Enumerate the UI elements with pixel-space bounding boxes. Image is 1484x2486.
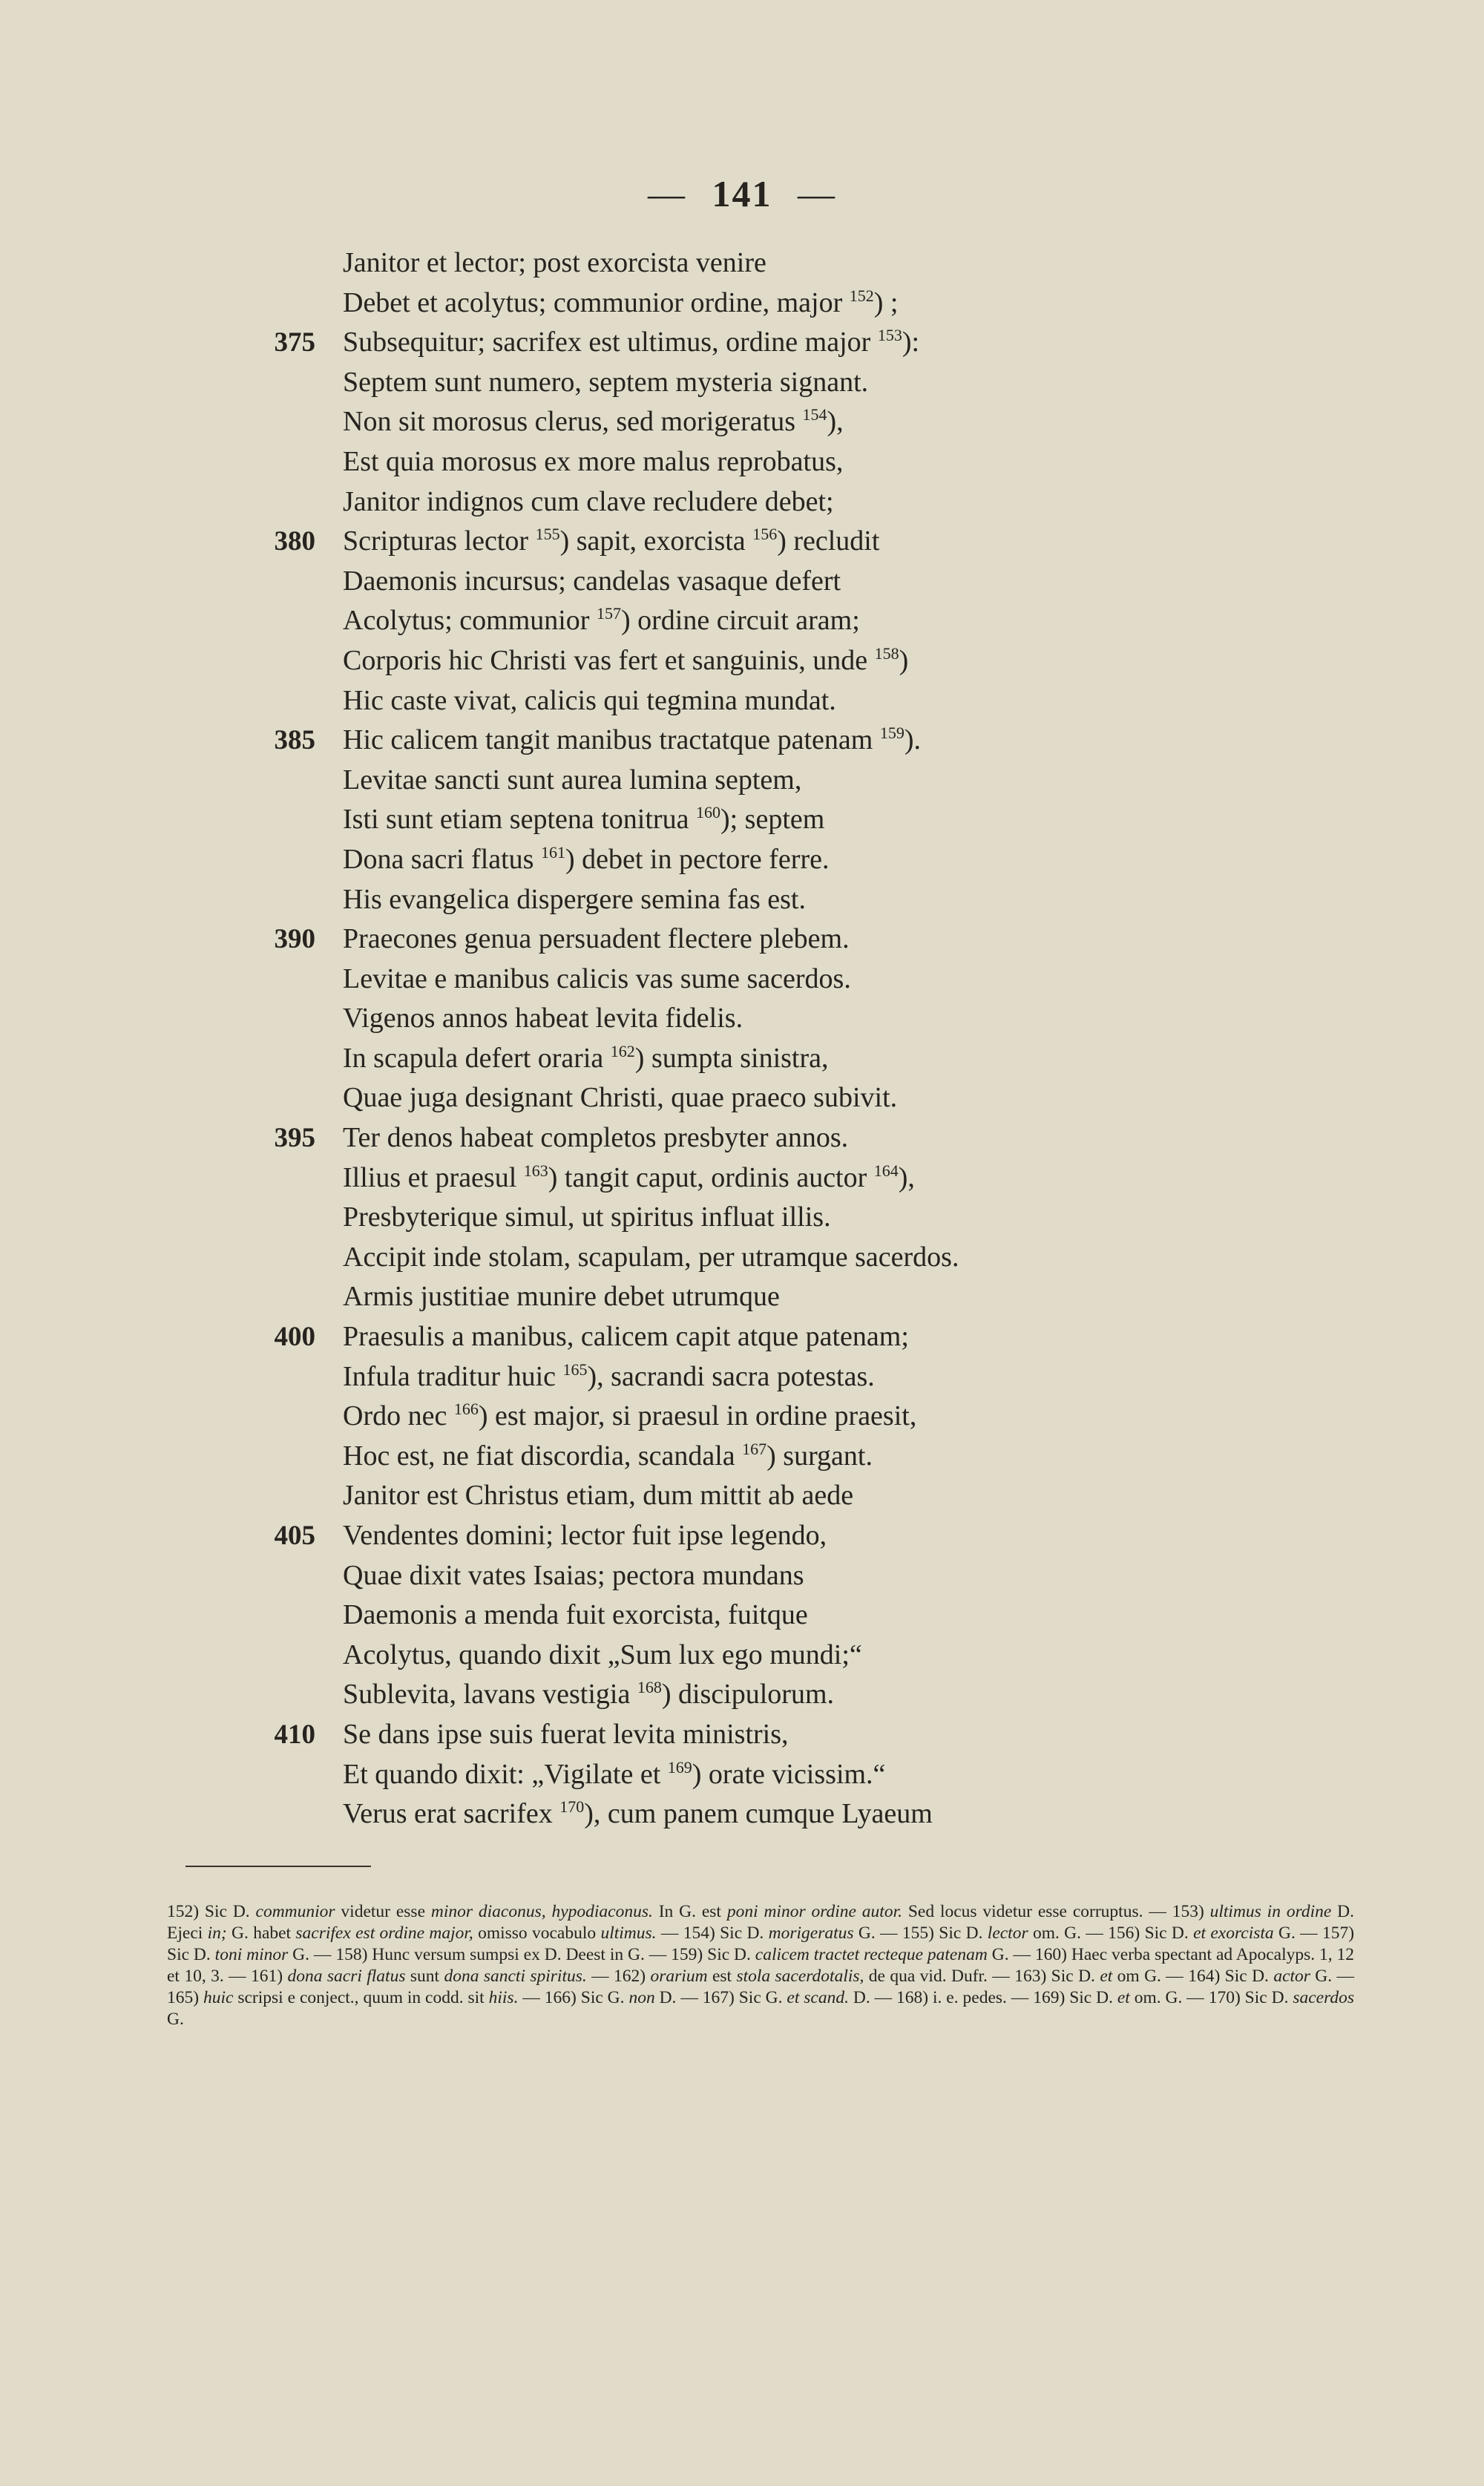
footnote-italic: orarium	[650, 1967, 708, 1986]
verse-fragment: Debet et acolytus; communior ordine, major	[343, 286, 850, 318]
footnote-fragment: 163) Sic D.	[1014, 1967, 1100, 1986]
footnote-fragment: G. —	[1310, 1967, 1355, 1986]
verse-fragment: Est quia morosus ex more malus reprobatus,	[343, 445, 844, 477]
verse-fragment: Armis justitiae munire debet utrumque	[343, 1281, 780, 1313]
verse-text	[343, 681, 836, 721]
verse-text	[343, 243, 766, 283]
verse-fragment: Corporis hic Christi vas fert et sanguinis, unde	[343, 644, 875, 676]
footnote	[671, 1945, 1031, 1964]
verse-text	[343, 1755, 885, 1795]
verse-fragment: Daemonis a menda fuit exorcista, fuitque	[343, 1599, 808, 1631]
verse-fragment: Verus erat sacrifex	[343, 1798, 560, 1830]
verse-line	[0, 1317, 1484, 1357]
verse-line	[0, 1277, 1484, 1317]
footnotes	[167, 1901, 1354, 2030]
verse-fragment: Sublevita, lavans vestigia	[343, 1679, 637, 1711]
footnote-fragment: omisso vocabulo	[473, 1923, 601, 1943]
footnote-fragment: 169) Sic D.	[1033, 1988, 1117, 2007]
verse-line	[0, 761, 1484, 801]
footnote-italic: et	[1100, 1967, 1113, 1986]
verse-text	[343, 1317, 909, 1357]
verse-fragment: ) tangit caput, ordinis auctor	[548, 1161, 874, 1193]
page-number: 141	[712, 173, 772, 214]
verse-line	[0, 1675, 1484, 1715]
page-header	[0, 172, 1484, 215]
footnote-italic: ultimus.	[600, 1923, 657, 1943]
verse-fragment: Daemonis incursus; candelas vasaque defert	[343, 565, 841, 597]
verse-line	[0, 1516, 1484, 1556]
verse-fragment: ) orate vicissim.“	[692, 1758, 886, 1790]
footnote-fragment: scripsi e conject., quum in codd. sit	[233, 1988, 489, 2007]
verse-line	[0, 1198, 1484, 1238]
footnote-fragment: G.	[167, 2010, 184, 2029]
footnote-fragment: D. —	[654, 1988, 698, 2007]
verse-fragment: ) ordine circuit aram;	[620, 605, 860, 637]
verse-fragment: ) sapit, exorcista	[559, 525, 753, 557]
verse-fragment: )	[899, 644, 909, 676]
verse-line	[0, 1357, 1484, 1397]
verse-text	[343, 1277, 780, 1317]
verse-line	[0, 840, 1484, 880]
footnote-ref: 170	[559, 1797, 585, 1817]
verse-fragment: ):	[902, 327, 920, 358]
verse-fragment: Vendentes domini; lector fuit ipse legendo,	[343, 1520, 827, 1551]
footnote	[1108, 1923, 1317, 1943]
verse-fragment: Quae dixit vates Isaias; pectora mundans	[343, 1559, 804, 1591]
verse-line	[0, 363, 1484, 403]
verse-text	[343, 1715, 789, 1755]
verse-line	[0, 1397, 1484, 1437]
verse-fragment: Subsequitur; sacrifex est ultimus, ordine major	[343, 327, 878, 358]
footnote	[896, 1988, 1028, 2007]
verse-text	[343, 919, 850, 960]
verse-fragment: Illius et praesul	[343, 1161, 524, 1193]
footnote-italic: morigeratus	[768, 1923, 854, 1943]
footnote-fragment: In G. est	[652, 1902, 727, 1921]
verse-fragment: His evangelica dispergere semina fas est.	[343, 883, 806, 915]
verse-fragment: ) discipulorum.	[661, 1679, 835, 1711]
verse-line	[0, 1636, 1484, 1676]
footnote	[545, 1988, 698, 2007]
verse-line	[0, 681, 1484, 721]
footnote-ref: 154	[802, 405, 827, 424]
footnote-paragraph	[167, 1901, 1354, 2030]
verse-fragment: Accipit inde stolam, scapulam, per utramque sacerdos.	[343, 1241, 959, 1273]
verse-fragment: ),	[827, 406, 844, 438]
verse-line	[0, 243, 1484, 283]
verse-fragment: Presbyterique simul, ut spiritus influat illis.	[343, 1201, 831, 1233]
verse-line	[0, 1437, 1484, 1477]
verse-text	[343, 562, 841, 602]
footnote-fragment: G. —	[1273, 1923, 1318, 1943]
verse-fragment: Non sit morosus clerus, sed morigeratus	[343, 406, 803, 438]
verse-fragment: ) sumpta sinistra,	[634, 1042, 829, 1074]
verse-fragment: Hic calicem tangit manibus tractatque patenam	[343, 724, 880, 756]
verse-line	[0, 1118, 1484, 1158]
footnote-italic: calicem tractet recteque patenam	[755, 1945, 988, 1964]
verse-text	[343, 761, 801, 801]
verse-fragment: Septem sunt numero, septem mysteria signant.	[343, 366, 869, 398]
verse-fragment: Ordo nec	[343, 1400, 454, 1432]
footnote-fragment: videtur esse	[335, 1902, 431, 1921]
header-dash-right: —	[798, 173, 836, 214]
verse-fragment: Acolytus, quando dixit „Sum lux ego mundi;“	[343, 1639, 862, 1670]
verse-text	[343, 960, 851, 1000]
footnote-fragment: 156) Sic D.	[1108, 1923, 1194, 1943]
footnote-fragment: 167) Sic G.	[702, 1988, 787, 2007]
verse-line	[0, 562, 1484, 602]
verse-text	[343, 1516, 827, 1556]
footnote-italic: sacerdos	[1293, 1988, 1355, 2007]
verse-text	[343, 641, 908, 681]
verse-text	[343, 1238, 959, 1278]
footnote-fragment: 160) Haec verba spectant ad Apocalyps. 1, 12 et 10, 3. —	[167, 1945, 1355, 1986]
footnote-italic: stola sacerdotalis,	[736, 1967, 864, 1986]
verse-block	[0, 243, 1484, 1834]
verse-line	[0, 880, 1484, 920]
verse-fragment: ) recludit	[777, 525, 880, 557]
footnote-fragment: 155) Sic D.	[902, 1923, 988, 1943]
verse-fragment: Infula traditur huic	[343, 1360, 563, 1392]
verse-fragment: Janitor indignos cum clave recludere debet;	[343, 485, 834, 517]
verse-line	[0, 1238, 1484, 1278]
footnote-italic: dona sacri flatus	[287, 1967, 406, 1986]
footnote-fragment: om. G. —	[1028, 1923, 1103, 1943]
verse-text	[343, 522, 879, 562]
footnote	[703, 1988, 892, 2007]
verse-text	[343, 1039, 829, 1079]
verse-fragment: ); septem	[720, 804, 825, 836]
verse-text	[343, 482, 834, 522]
footnote-ref: 162	[610, 1041, 635, 1060]
verse-fragment: Acolytus; communior	[343, 605, 597, 637]
verse-line	[0, 442, 1484, 482]
verse-line	[0, 323, 1484, 363]
verse-text	[343, 840, 829, 880]
footnote-fragment: om G. —	[1112, 1967, 1183, 1986]
verse-text	[343, 1595, 808, 1636]
footnote-fragment: —	[586, 1967, 609, 1986]
verse-text	[343, 601, 860, 641]
verse-text	[343, 721, 921, 761]
verse-fragment: Praesulis a manibus, calicem capit atque patenam;	[343, 1321, 909, 1353]
verse-line	[0, 721, 1484, 761]
footnote-italic: in;	[207, 1923, 227, 1943]
footnote-fragment: 158) Hunc versum sumpsi ex D. Deest in G. —	[335, 1945, 667, 1964]
verse-line	[0, 1556, 1484, 1596]
verse-text	[343, 1397, 916, 1437]
footnote	[167, 1988, 540, 2007]
footnote-italic: minor diaconus, hypodiaconus.	[430, 1902, 653, 1921]
line-number: 410	[274, 1719, 315, 1750]
footnote-ref: 153	[877, 326, 902, 345]
footnote-fragment: 170) Sic D.	[1208, 1988, 1293, 2007]
footnote-italic: et	[1117, 1988, 1130, 2007]
footnote-ref: 157	[596, 604, 621, 623]
line-number: 385	[274, 725, 315, 756]
verse-fragment: ) debet in pectore ferre.	[565, 843, 830, 875]
verse-line	[0, 800, 1484, 840]
footnote	[251, 1967, 609, 1986]
footnote-fragment: 165)	[167, 1988, 203, 2007]
verse-text	[343, 363, 868, 403]
header-dash-left: —	[648, 173, 686, 214]
verse-text	[343, 283, 898, 324]
verse-text	[343, 1675, 834, 1715]
verse-fragment: ),	[898, 1161, 915, 1193]
footnote-ref: 163	[523, 1161, 548, 1180]
footnote-fragment: G. —	[288, 1945, 332, 1964]
footnote	[683, 1923, 898, 1943]
verse-text	[343, 1794, 933, 1834]
verse-fragment: Hoc est, ne fiat discordia, scandala	[343, 1440, 743, 1472]
line-number: 375	[274, 327, 315, 358]
verse-line	[0, 1595, 1484, 1636]
footnote-fragment: sunt	[405, 1967, 444, 1986]
footnote-fragment: G. —	[853, 1923, 898, 1943]
verse-fragment: ), cum panem cumque Lyaeum	[584, 1798, 933, 1830]
verse-line	[0, 999, 1484, 1039]
footnote-italic: et exorcista	[1193, 1923, 1274, 1943]
footnote-fragment: est	[707, 1967, 737, 1986]
verse-text	[343, 999, 743, 1039]
verse-text	[343, 800, 824, 840]
verse-fragment: Hic caste vivat, calicis qui tegmina mundat.	[343, 684, 836, 716]
footnote-fragment: 157) Sic D.	[167, 1923, 1355, 1964]
verse-text	[343, 1078, 897, 1118]
footnote-ref: 160	[695, 803, 720, 822]
verse-text	[343, 1158, 915, 1198]
verse-fragment: Scripturas lector	[343, 525, 536, 557]
footnote-ref: 156	[752, 525, 778, 544]
footnote-fragment: 162)	[614, 1967, 651, 1986]
verse-fragment: Praecones genua persuadent flectere plebem.	[343, 923, 850, 955]
verse-fragment: Janitor est Christus etiam, dum mittit ab aede	[343, 1480, 854, 1512]
verse-line	[0, 919, 1484, 960]
verse-line	[0, 601, 1484, 641]
footnote	[614, 1967, 1010, 1986]
footnote-fragment: de qua vid. Dufr. —	[864, 1967, 1010, 1986]
footnote-italic: actor	[1273, 1967, 1310, 1986]
footnote-rule	[186, 1866, 371, 1867]
verse-line	[0, 522, 1484, 562]
footnote-ref: 158	[874, 643, 899, 663]
footnote-fragment: 164) Sic D.	[1188, 1967, 1274, 1986]
verse-fragment: ) est major, si praesul in ordine praesit,	[478, 1400, 917, 1432]
verse-line	[0, 960, 1484, 1000]
verse-line	[0, 1158, 1484, 1198]
footnote-ref: 166	[453, 1400, 479, 1419]
verse-line	[0, 1078, 1484, 1118]
footnote-italic: dona sancti spiritus.	[444, 1967, 587, 1986]
footnote-fragment: 153)	[1172, 1902, 1210, 1921]
verse-fragment: ).	[904, 724, 921, 756]
verse-text	[343, 1437, 873, 1477]
verse-line	[0, 1476, 1484, 1516]
footnote	[1188, 1967, 1354, 1986]
footnote	[902, 1923, 1103, 1943]
line-number: 395	[274, 1123, 315, 1154]
line-number: 390	[274, 924, 315, 955]
verse-text	[343, 1198, 831, 1238]
footnote-italic: poni minor ordine autor.	[726, 1902, 902, 1921]
footnote-italic: communior	[255, 1902, 335, 1921]
footnote	[167, 1902, 1166, 1921]
footnote-fragment: G. —	[987, 1945, 1031, 1964]
footnote-fragment: Sed locus videtur esse corruptus. —	[902, 1902, 1166, 1921]
verse-text	[343, 1556, 804, 1596]
verse-line	[0, 1755, 1484, 1795]
verse-line	[0, 482, 1484, 522]
footnote-fragment: 161)	[251, 1967, 288, 1986]
verse-fragment: Quae juga designant Christi, quae praeco subivit.	[343, 1082, 898, 1114]
footnote-ref: 159	[879, 724, 904, 743]
footnote-italic: hiis.	[488, 1988, 519, 2007]
verse-fragment: Dona sacri flatus	[343, 843, 541, 875]
footnote-fragment: —	[656, 1923, 679, 1943]
verse-text	[343, 402, 844, 442]
verse-text	[343, 323, 919, 363]
verse-text	[343, 442, 843, 482]
footnote-fragment: 154) Sic D.	[683, 1923, 769, 1943]
verse-fragment: ) ;	[873, 286, 899, 318]
verse-fragment: Et quando dixit: „Vigilate et	[343, 1758, 668, 1790]
footnote-italic: toni minor	[214, 1945, 289, 1964]
footnote-fragment: 166) Sic G.	[544, 1988, 629, 2007]
footnote-italic: lector	[987, 1923, 1028, 1943]
verse-fragment: Levitae e manibus calicis vas sume sacerdos.	[343, 962, 851, 994]
footnote-ref: 169	[667, 1757, 692, 1777]
footnote-italic: huic	[203, 1988, 234, 2007]
verse-fragment: ) surgant.	[766, 1440, 873, 1472]
footnote-ref: 152	[849, 286, 874, 305]
footnote-fragment: G. habet	[226, 1923, 296, 1943]
verse-text	[343, 880, 806, 920]
footnote	[1033, 1988, 1204, 2007]
line-number: 405	[274, 1521, 315, 1551]
footnote-ref: 165	[562, 1360, 588, 1379]
verse-line	[0, 1794, 1484, 1834]
verse-text	[343, 1476, 853, 1516]
verse-fragment: Janitor et lector; post exorcista venire	[343, 247, 766, 278]
verse-fragment: In scapula defert oraria	[343, 1042, 611, 1074]
footnote-fragment: D. —	[848, 1988, 893, 2007]
footnote	[1014, 1967, 1183, 1986]
verse-line	[0, 283, 1484, 324]
verse-line	[0, 641, 1484, 681]
verse-text	[343, 1357, 875, 1397]
verse-fragment: Se dans ipse suis fuerat levita ministris,	[343, 1718, 789, 1750]
verse-fragment: Vigenos annos habeat levita fidelis.	[343, 1003, 743, 1034]
verse-line	[0, 1715, 1484, 1755]
footnote-italic: non	[628, 1988, 655, 2007]
footnote-ref: 167	[742, 1439, 767, 1458]
footnote-fragment: 168) i. e. pedes. —	[896, 1988, 1029, 2007]
verse-text	[343, 1636, 862, 1676]
line-number: 380	[274, 526, 315, 557]
footnote-italic: sacrifex est ordine major,	[295, 1923, 473, 1943]
footnote-italic: et scand.	[787, 1988, 849, 2007]
footnote-fragment: D. Ejeci	[167, 1902, 1355, 1943]
footnote	[335, 1945, 666, 1964]
verse-fragment: Levitae sancti sunt aurea lumina septem,	[343, 764, 802, 796]
line-number: 400	[274, 1322, 315, 1353]
footnote-ref: 161	[540, 842, 565, 862]
footnote-ref: 155	[535, 525, 560, 544]
verse-text	[343, 1118, 848, 1158]
footnote-italic: ultimus in ordine	[1209, 1902, 1332, 1921]
verse-fragment: Ter denos habeat completos presbyter annos.	[343, 1122, 849, 1154]
footnote-ref: 168	[637, 1678, 662, 1697]
footnote-fragment: —	[518, 1988, 540, 2007]
footnote-fragment: 152) Sic D.	[167, 1902, 256, 1921]
verse-line	[0, 402, 1484, 442]
footnote-ref: 164	[873, 1161, 899, 1180]
verse-line	[0, 1039, 1484, 1079]
footnote-fragment: 159) Sic D.	[671, 1945, 755, 1964]
verse-fragment: ), sacrandi sacra potestas.	[587, 1360, 875, 1392]
verse-fragment: Isti sunt etiam septena tonitrua	[343, 804, 696, 836]
footnote-fragment: om. G. —	[1129, 1988, 1204, 2007]
